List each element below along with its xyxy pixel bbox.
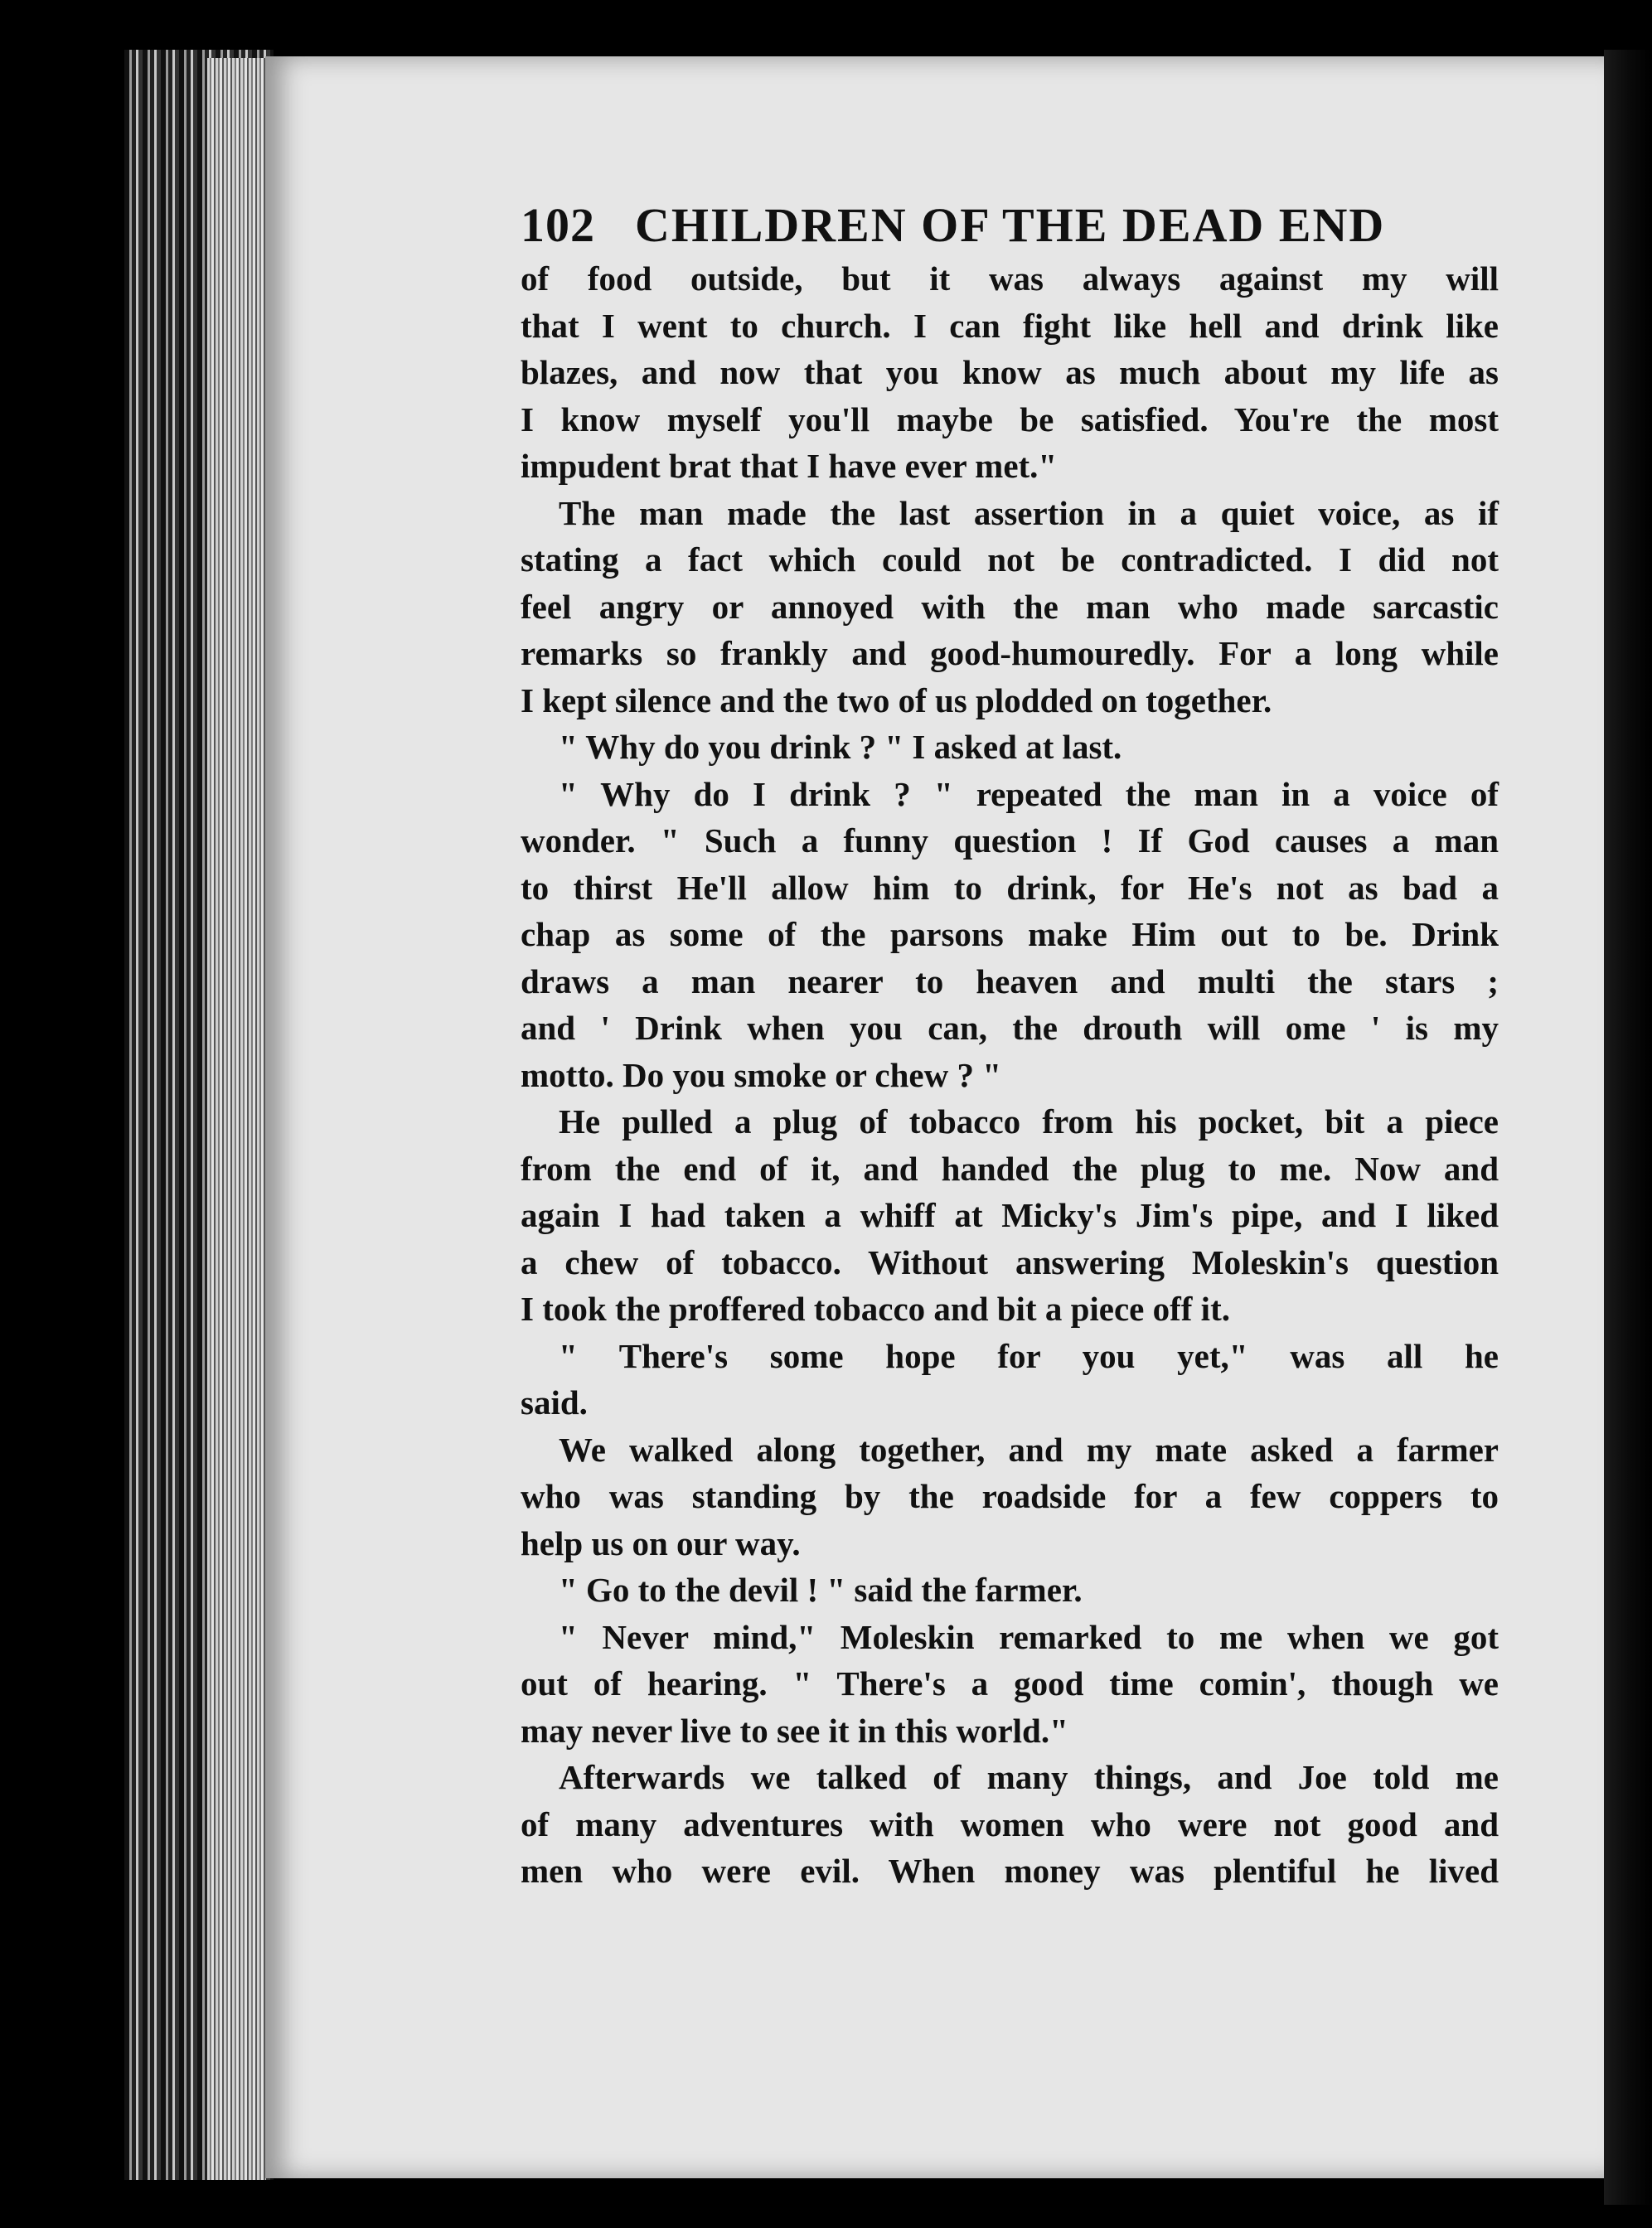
- body-text: [521, 255, 1499, 1895]
- text-line: chap as some of the parsons make Him out to be. Drink: [521, 915, 1499, 953]
- text-line: from the end of it, and handed the plug to me. Now and: [521, 1149, 1499, 1188]
- text-line: " Never mind," Moleskin remarked to me when we got: [559, 1617, 1499, 1656]
- text-line: draws a man nearer to heaven and multi the stars ;: [521, 961, 1499, 1000]
- text-line: " Go to the devil ! " said the farmer.: [559, 1571, 1083, 1609]
- facing-page-edge: [1604, 50, 1652, 2205]
- text-line: The man made the last assertion in a quiet voice, as if: [559, 493, 1499, 532]
- text-line: men who were evil. When money was plentiful he lived: [521, 1852, 1499, 1890]
- text-line: and ' Drink when you can, the drouth will ome ' is my: [521, 1009, 1499, 1047]
- text-line: help us on our way.: [521, 1523, 801, 1562]
- text-line: stating a fact which could not be contradicted. I did not: [521, 540, 1499, 579]
- text-line: again I had taken a whiff at Micky's Jim's pipe, and I liked: [521, 1196, 1499, 1234]
- text-line: may never live to see it in this world.": [521, 1711, 1068, 1750]
- text-line: of food outside, but it was always against my will: [521, 259, 1499, 298]
- text-line: He pulled a plug of tobacco from his pocket, bit a piece: [559, 1102, 1499, 1141]
- text-line: feel angry or annoyed with the man who made sarcastic: [521, 587, 1499, 626]
- book-title: CHILDREN OF THE DEAD END: [635, 198, 1386, 252]
- text-line: who was standing by the roadside for a few coppers to: [521, 1477, 1499, 1515]
- text-line: a chew of tobacco. Without answering Moleskin's question: [521, 1242, 1499, 1281]
- text-line: out of hearing. " There's a good time comin', though we: [521, 1664, 1499, 1702]
- text-line: " There's some hope for you yet," was all he: [559, 1336, 1499, 1375]
- page-text: [521, 197, 1499, 1895]
- text-line: said.: [521, 1383, 588, 1422]
- text-line: blazes, and now that you know as much about my life as: [521, 353, 1499, 391]
- text-line: We walked along together, and my mate asked a farmer: [559, 1430, 1499, 1469]
- page-number: 102: [521, 198, 595, 252]
- text-line: of many adventures with women who were not good and: [521, 1804, 1499, 1843]
- text-line: " Why do I drink ? " repeated the man in a voice of: [559, 774, 1499, 813]
- text-line: " Why do you drink ? " I asked at last.: [559, 728, 1122, 766]
- text-line: I kept silence and the two of us plodded on together.: [521, 681, 1272, 719]
- text-line: I took the proffered tobacco and bit a piece off it.: [521, 1290, 1230, 1328]
- text-line: I know myself you'll maybe be satisfied. You're the most: [521, 400, 1499, 438]
- text-line: motto. Do you smoke or chew ? ": [521, 1055, 1002, 1094]
- running-head: [521, 197, 1499, 255]
- book-page-edges: [207, 58, 265, 2180]
- text-line: that I went to church. I can fight like hell and drink like: [521, 306, 1499, 345]
- text-line: to thirst He'll allow him to drink, for He's not as bad a: [521, 868, 1499, 907]
- text-line: impudent brat that I have ever met.": [521, 447, 1058, 485]
- text-line: Afterwards we talked of many things, and Joe told me: [559, 1758, 1499, 1796]
- text-line: wonder. " Such a funny question ! If God causes a man: [521, 821, 1499, 860]
- text-line: remarks so frankly and good-humouredly. For a long while: [521, 634, 1499, 672]
